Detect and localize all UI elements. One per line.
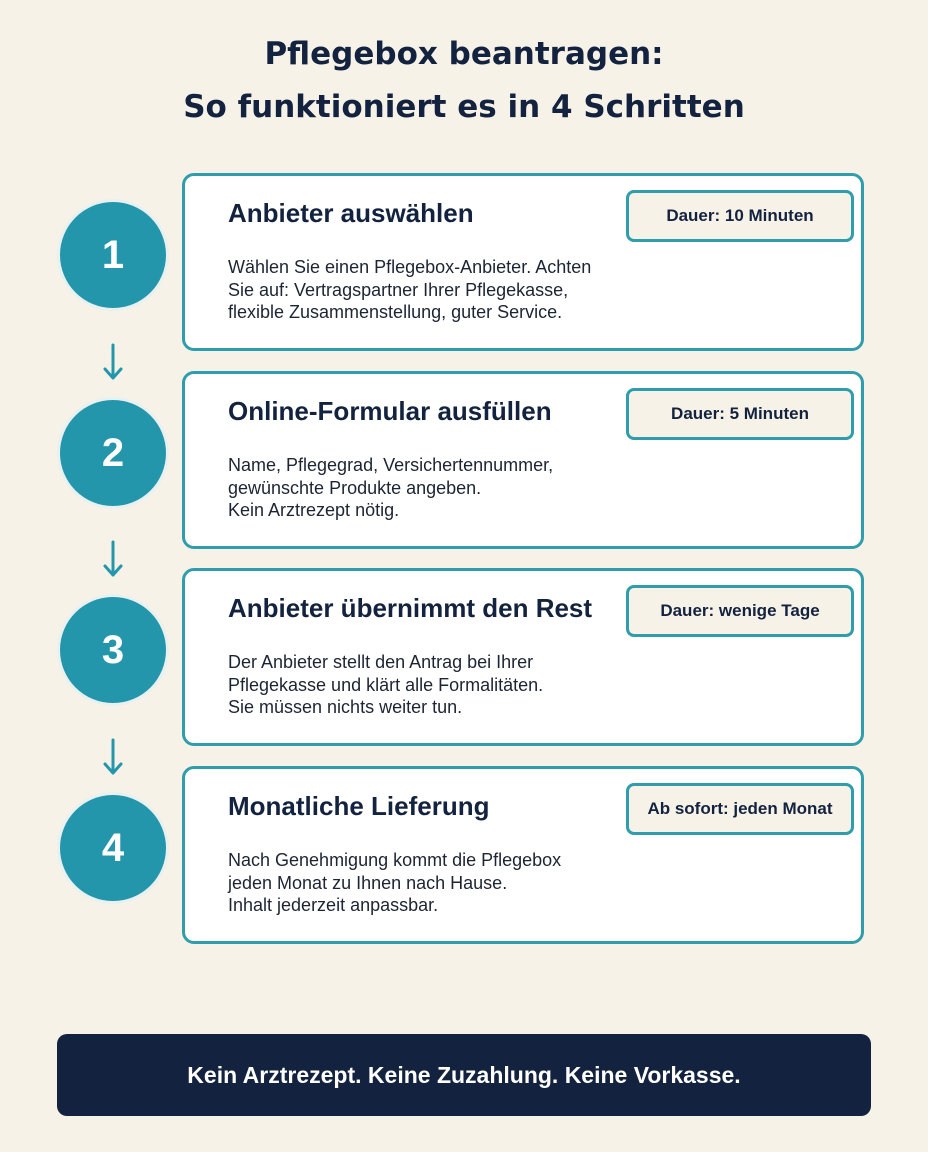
step-1-description-line: Sie auf: Vertragspartner Ihrer Pflegekasse, [228, 279, 569, 300]
step-4-description-line: Nach Genehmigung kommt die Pflegebox [228, 850, 562, 870]
step-1-description [228, 256, 628, 324]
page-title [0, 28, 928, 134]
step-4-title: Monatliche Lieferung [228, 791, 490, 821]
page-title-line-2: So funktioniert es in 4 Schritten [183, 89, 745, 125]
step-2-description-line: gewünschte Produkte angeben. [228, 477, 482, 498]
step-4-card [182, 766, 864, 944]
step-1-number-circle: 1 [60, 202, 166, 308]
step-1-description-line: flexible Zusammenstellung, guter Service. [228, 302, 563, 322]
step-4-duration-badge: Ab sofort: jeden Monat [626, 783, 854, 835]
step-2-duration-badge: Dauer: 5 Minuten [626, 388, 854, 440]
step-3-description [228, 651, 628, 719]
step-3-duration-badge: Dauer: wenige Tage [626, 585, 854, 637]
step-3-card [182, 568, 864, 746]
step-4-number-circle: 4 [60, 795, 166, 901]
footer-banner: Kein Arztrezept. Keine Zuzahlung. Keine Vorkasse. [57, 1034, 871, 1116]
step-2-description-line: Kein Arztrezept nötig. [228, 500, 400, 520]
step-3-description-line: Sie müssen nichts weiter tun. [228, 697, 463, 717]
step-3-number-circle: 3 [60, 597, 166, 703]
arrow-down-icon [101, 343, 125, 381]
step-2-title: Online-Formular ausfüllen [228, 396, 552, 426]
step-2-card [182, 371, 864, 549]
step-2-number-circle: 2 [60, 400, 166, 506]
arrow-down-icon [101, 540, 125, 578]
step-3-title: Anbieter übernimmt den Rest [228, 593, 593, 623]
step-1-card [182, 173, 864, 351]
step-3-description-line: Pflegekasse und klärt alle Formalitäten. [228, 674, 544, 695]
arrow-down-icon [101, 738, 125, 776]
step-1-title: Anbieter auswählen [228, 198, 474, 228]
step-1-description-line: Wählen Sie einen Pflegebox-Anbieter. Achten [228, 257, 592, 277]
step-4-description [228, 849, 628, 917]
step-1-duration-badge: Dauer: 10 Minuten [626, 190, 854, 242]
step-2-description [228, 454, 628, 522]
page-title-line-1: Pflegebox beantragen: [264, 36, 664, 72]
step-2-description-line: Name, Pflegegrad, Versichertennummer, [228, 455, 554, 475]
step-3-description-line: Der Anbieter stellt den Antrag bei Ihrer [228, 652, 534, 672]
step-4-description-line: Inhalt jederzeit anpassbar. [228, 895, 439, 915]
step-4-description-line: jeden Monat zu Ihnen nach Hause. [228, 872, 508, 893]
